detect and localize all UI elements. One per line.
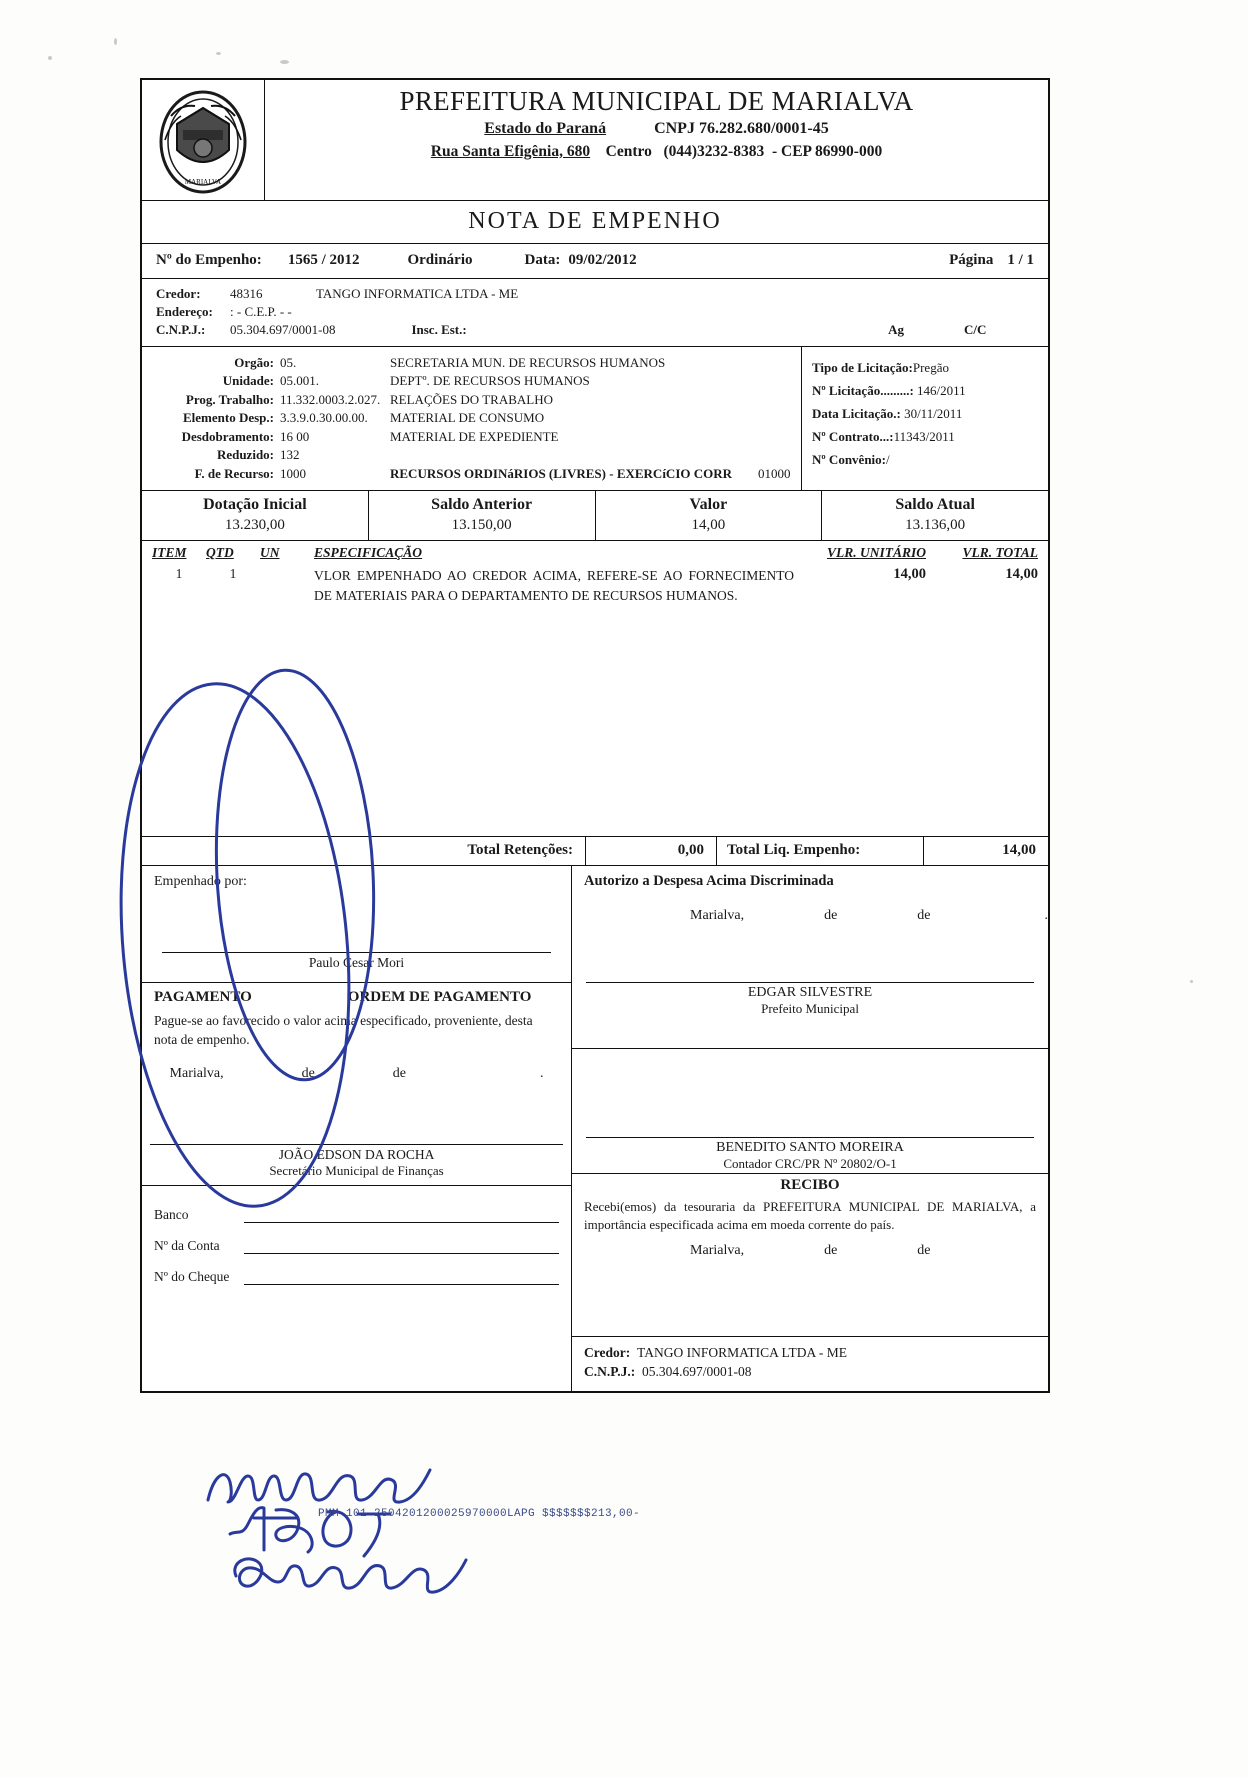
data-licitacao-label: Data Licitação.: <box>812 406 901 421</box>
autorizo-de-1: de <box>824 908 838 923</box>
credor-footer-box <box>572 1337 1048 1391</box>
saldo-value: 13.230,00 <box>224 517 285 533</box>
cnpj-label: C.N.P.J.: <box>156 322 206 337</box>
document-header <box>142 80 1048 201</box>
page-value: 1 / 1 <box>1007 252 1034 268</box>
credor-code: 48316 <box>230 286 263 301</box>
cheque-field[interactable] <box>244 1264 559 1285</box>
banco-field[interactable] <box>244 1202 559 1223</box>
conta-field[interactable] <box>244 1233 559 1254</box>
state-label: Estado do Paraná <box>484 120 607 137</box>
total-retencoes-value: 0,00 <box>586 837 717 865</box>
empenho-number-label: Nº do Empenho: <box>156 252 262 268</box>
bottom-section <box>142 866 1048 1391</box>
total-liquido-value: 14,00 <box>1002 842 1036 858</box>
handwriting-cheque <box>226 1548 476 1606</box>
dotacao-row <box>150 447 793 463</box>
orgao-code: 05. <box>280 354 297 370</box>
endereco-value: : - C.E.P. - - <box>230 304 292 319</box>
pagamento-city: Marialva, <box>169 1065 224 1081</box>
saldo-header: Valor <box>689 496 728 513</box>
cnpj-footer-value: 05.304.697/0001-08 <box>642 1364 752 1379</box>
data-licitacao-value: 30/11/2011 <box>904 406 963 421</box>
dotacao-row <box>150 355 793 371</box>
cnpj-label: CNPJ 76.282.680/0001-45 <box>654 120 829 137</box>
dotacao-row <box>150 392 793 408</box>
orgao-desc: SECRETARIA MUN. DE RECURSOS HUMANOS <box>390 354 666 370</box>
recibo-title: RECIBO <box>780 1177 840 1193</box>
saldo-header: Dotação Inicial <box>203 496 307 513</box>
credor-footer-label: Credor: <box>584 1345 631 1360</box>
totals-row <box>142 837 1048 866</box>
conta-row <box>154 1233 559 1254</box>
prog-trabalho-label: Prog. Trabalho: <box>185 391 274 407</box>
recibo-city: Marialva, <box>690 1243 745 1259</box>
svg-text:MARIALVA: MARIALVA <box>184 178 222 186</box>
saldo-cell-dotacao-inicial <box>142 491 369 540</box>
empenho-number-value: 1565 / 2012 <box>287 252 360 268</box>
col-especificacao: ESPECIFICAÇÃO <box>314 545 423 560</box>
autorizo-dot: . <box>1044 908 1048 923</box>
empenho-summary-bar <box>142 244 1048 279</box>
numero-licitacao-label: Nº Licitação.........: <box>812 383 914 398</box>
unidade-code: 05.001. <box>280 373 319 388</box>
scan-speckle <box>48 56 52 60</box>
cnpj-line <box>156 322 1034 338</box>
tipo-licitacao-row <box>812 360 1040 376</box>
cnpj-footer-label: C.N.P.J.: <box>584 1364 636 1379</box>
cnpj-footer-row <box>584 1364 1036 1380</box>
prefeito-name: EDGAR SILVESTRE <box>586 982 1034 1001</box>
items-table <box>142 541 1048 837</box>
dotacao-and-licitacao-block <box>142 347 1048 491</box>
pagamento-date-line <box>142 1050 571 1082</box>
saldo-value: 14,00 <box>691 517 726 533</box>
cheque-label: Nº do Cheque <box>154 1268 230 1284</box>
col-un: UN <box>260 545 280 560</box>
recibo-text: Recebi(emos) da tesouraria da PREFEITURA MUNICIPAL DE MARIALVA, a importância especificada acima em moeda corrente do país. <box>584 1199 1036 1232</box>
credor-name: TANGO INFORMATICA LTDA - ME <box>316 286 519 301</box>
empenhado-por-label: Empenhado por: <box>154 874 247 889</box>
cheque-row <box>154 1264 559 1285</box>
ordem-pagamento-label: ORDEM DE PAGAMENTO <box>347 989 532 1005</box>
bottom-left-column <box>142 866 572 1391</box>
table-row <box>142 564 1048 816</box>
banco-row <box>154 1202 559 1223</box>
pagamento-de-1: de <box>301 1065 315 1081</box>
saldo-cell-saldo-anterior <box>369 491 596 540</box>
empenho-date-value: 09/02/2012 <box>568 252 637 268</box>
credor-block <box>142 279 1048 347</box>
credor-footer-name: TANGO INFORMATICA LTDA - ME <box>637 1345 847 1360</box>
reduzido-code: 132 <box>280 447 300 462</box>
unidade-label: Unidade: <box>222 373 274 388</box>
agencia-label: Ag <box>888 322 904 337</box>
empenho-date-label: Data: <box>524 252 561 268</box>
prog-trabalho-desc: RELAÇÕES DO TRABALHO <box>390 391 553 407</box>
credor-line <box>156 286 1034 302</box>
total-retencoes-label: Total Retenções: <box>142 837 586 865</box>
autorizo-date-line <box>572 890 1048 924</box>
pagamento-dot: . <box>540 1065 544 1081</box>
conta-corrente-label: C/C <box>964 322 987 337</box>
saldo-cell-saldo-atual <box>822 491 1048 540</box>
document-title: NOTA DE EMPENHO <box>142 201 1048 244</box>
prog-trabalho-code: 11.332.0003.2.027. <box>280 391 381 407</box>
elemento-desp-desc: MATERIAL DE CONSUMO <box>390 410 545 425</box>
fonte-recurso-extra: 01000 <box>758 465 791 481</box>
saldo-header: Saldo Anterior <box>431 496 533 513</box>
recibo-box <box>572 1174 1048 1337</box>
convenio-value: / <box>886 452 890 467</box>
autorizo-label: Autorizo a Despesa Acima Discriminada <box>584 873 834 889</box>
data-licitacao-row <box>812 406 1040 422</box>
bottom-right-column <box>572 866 1048 1391</box>
state-and-cnpj-line <box>275 120 1038 138</box>
contador-role: Contador CRC/PR Nº 20802/O-1 <box>723 1156 897 1171</box>
fonte-recurso-code: 1000 <box>280 465 306 481</box>
scan-speckle <box>114 38 117 45</box>
contrato-label: Nº Contrato...: <box>812 429 894 444</box>
footer-barcode-text: PMM 101 2504201200025970000LAPG $$$$$$$213,00- <box>318 1508 641 1520</box>
cnpj-value: 05.304.697/0001-08 <box>230 322 336 337</box>
col-valor-unitario: VLR. UNITÁRIO <box>826 545 926 560</box>
elemento-desp-label: Elemento Desp.: <box>183 410 274 425</box>
scan-speckle <box>216 52 221 55</box>
col-valor-total: VLR. TOTAL <box>962 545 1038 560</box>
cell-especificacao: VLOR EMPENHADO AO CREDOR ACIMA, REFERE-SE AO FORNECIMENTO DE MATERIAIS PARA O DEPARTAMENTO DE RECURSOS HUMANOS. <box>314 568 794 603</box>
col-item: ITEM <box>152 545 187 560</box>
recibo-de-1: de <box>824 1243 838 1259</box>
credor-label: Credor: <box>156 286 201 301</box>
contrato-row <box>812 429 1040 445</box>
scan-speckle <box>1190 980 1193 983</box>
fonte-recurso-desc: RECURSOS ORDINáRIOS (LIVRES) - EXERCíCIO CORR <box>390 465 733 481</box>
endereco-line <box>156 304 1034 320</box>
dotacao-block <box>142 347 802 490</box>
handwriting-banco <box>200 1456 460 1516</box>
total-liquido-label: Total Liq. Empenho: <box>717 837 924 865</box>
endereco-label: Endereço: <box>156 304 213 319</box>
header-text-block <box>265 80 1048 200</box>
numero-licitacao-row <box>812 383 1040 399</box>
banco-label: Banco <box>154 1206 189 1222</box>
credor-footer-row <box>584 1345 1036 1361</box>
empenhado-por-name: Paulo Cesar Mori <box>162 952 551 971</box>
saldo-header: Saldo Atual <box>895 496 975 513</box>
municipality-title: PREFEITURA MUNICIPAL DE MARIALVA <box>399 86 914 116</box>
cell-un <box>260 566 314 816</box>
dotacao-row <box>150 373 793 389</box>
autorizo-city: Marialva, <box>690 908 745 923</box>
prefeito-role: Prefeito Municipal <box>761 1001 859 1016</box>
contador-name: BENEDITO SANTO MOREIRA <box>586 1137 1034 1156</box>
autorizo-box <box>572 866 1048 1049</box>
contrato-value: 11343/2011 <box>893 429 955 444</box>
pagamento-header <box>142 982 571 1008</box>
pagamento-text: Pague-se ao favorecido o valor acima especificado, proveniente, desta nota de empenho. <box>154 1013 533 1047</box>
orgao-label: Orgão: <box>234 354 274 370</box>
convenio-label: Nº Convênio: <box>812 452 886 467</box>
dotacao-row <box>150 410 793 426</box>
dotacao-row <box>150 466 793 482</box>
address-line: Rua Santa Efigênia, 680 Centro (044)3232-8383 - CEP 86990-000 <box>430 143 883 160</box>
recibo-de-2: de <box>917 1243 931 1259</box>
phone: (044)3232-8383 <box>663 143 765 160</box>
page-label: Página <box>949 252 994 268</box>
pagamento-label: PAGAMENTO <box>154 989 252 1005</box>
cell-valor-total: 14,00 <box>1005 566 1038 582</box>
tipo-licitacao-value: Pregão <box>912 360 949 375</box>
nota-de-empenho-document <box>140 78 1050 1393</box>
inscricao-estadual-label: Insc. Est.: <box>411 322 467 337</box>
cell-qtd: 1 <box>229 566 237 581</box>
recibo-date-line <box>572 1233 1048 1259</box>
secretario-name: JOÃO EDSON DA ROCHA <box>150 1144 563 1163</box>
saldo-value: 13.150,00 <box>451 517 512 533</box>
tipo-licitacao-label: Tipo de Licitação: <box>812 360 913 375</box>
licitacao-block <box>802 347 1048 490</box>
empenho-type: Ordinário <box>407 252 473 268</box>
autorizo-de-2: de <box>917 908 931 923</box>
unidade-desc: DEPTº. DE RECURSOS HUMANOS <box>390 373 590 388</box>
reduzido-label: Reduzido: <box>216 447 274 462</box>
col-qtd: QTD <box>206 545 234 560</box>
desdobramento-label: Desdobramento: <box>181 428 274 444</box>
street-address: Rua Santa Efigênia, 680 <box>430 143 591 160</box>
saldo-cell-valor <box>596 491 823 540</box>
district: Centro <box>605 143 652 160</box>
cell-valor-unitario: 14,00 <box>893 566 926 582</box>
coat-of-arms-icon <box>142 80 265 200</box>
numero-licitacao-value: 146/2011 <box>917 383 966 398</box>
bank-details-block <box>142 1185 571 1297</box>
conta-label: Nº da Conta <box>154 1237 220 1253</box>
empenhado-por-box <box>142 866 571 982</box>
pagamento-de-2: de <box>392 1065 406 1081</box>
cell-item: 1 <box>175 566 183 581</box>
scan-speckle <box>280 60 289 64</box>
fonte-recurso-label: F. de Recurso: <box>194 465 274 481</box>
convenio-row <box>812 452 1040 468</box>
dotacao-row <box>150 429 793 445</box>
cep: CEP 86990-000 <box>781 143 883 160</box>
desdobramento-desc: MATERIAL DE EXPEDIENTE <box>390 428 559 444</box>
saldos-table <box>142 491 1048 541</box>
secretario-role: Secretário Municipal de Finanças <box>269 1162 444 1178</box>
items-table-header <box>142 541 1048 564</box>
elemento-desp-code: 3.3.9.0.30.00.00. <box>280 410 368 425</box>
contador-box <box>572 1049 1048 1174</box>
saldo-value: 13.136,00 <box>905 517 966 533</box>
desdobramento-code: 16 00 <box>280 428 310 444</box>
